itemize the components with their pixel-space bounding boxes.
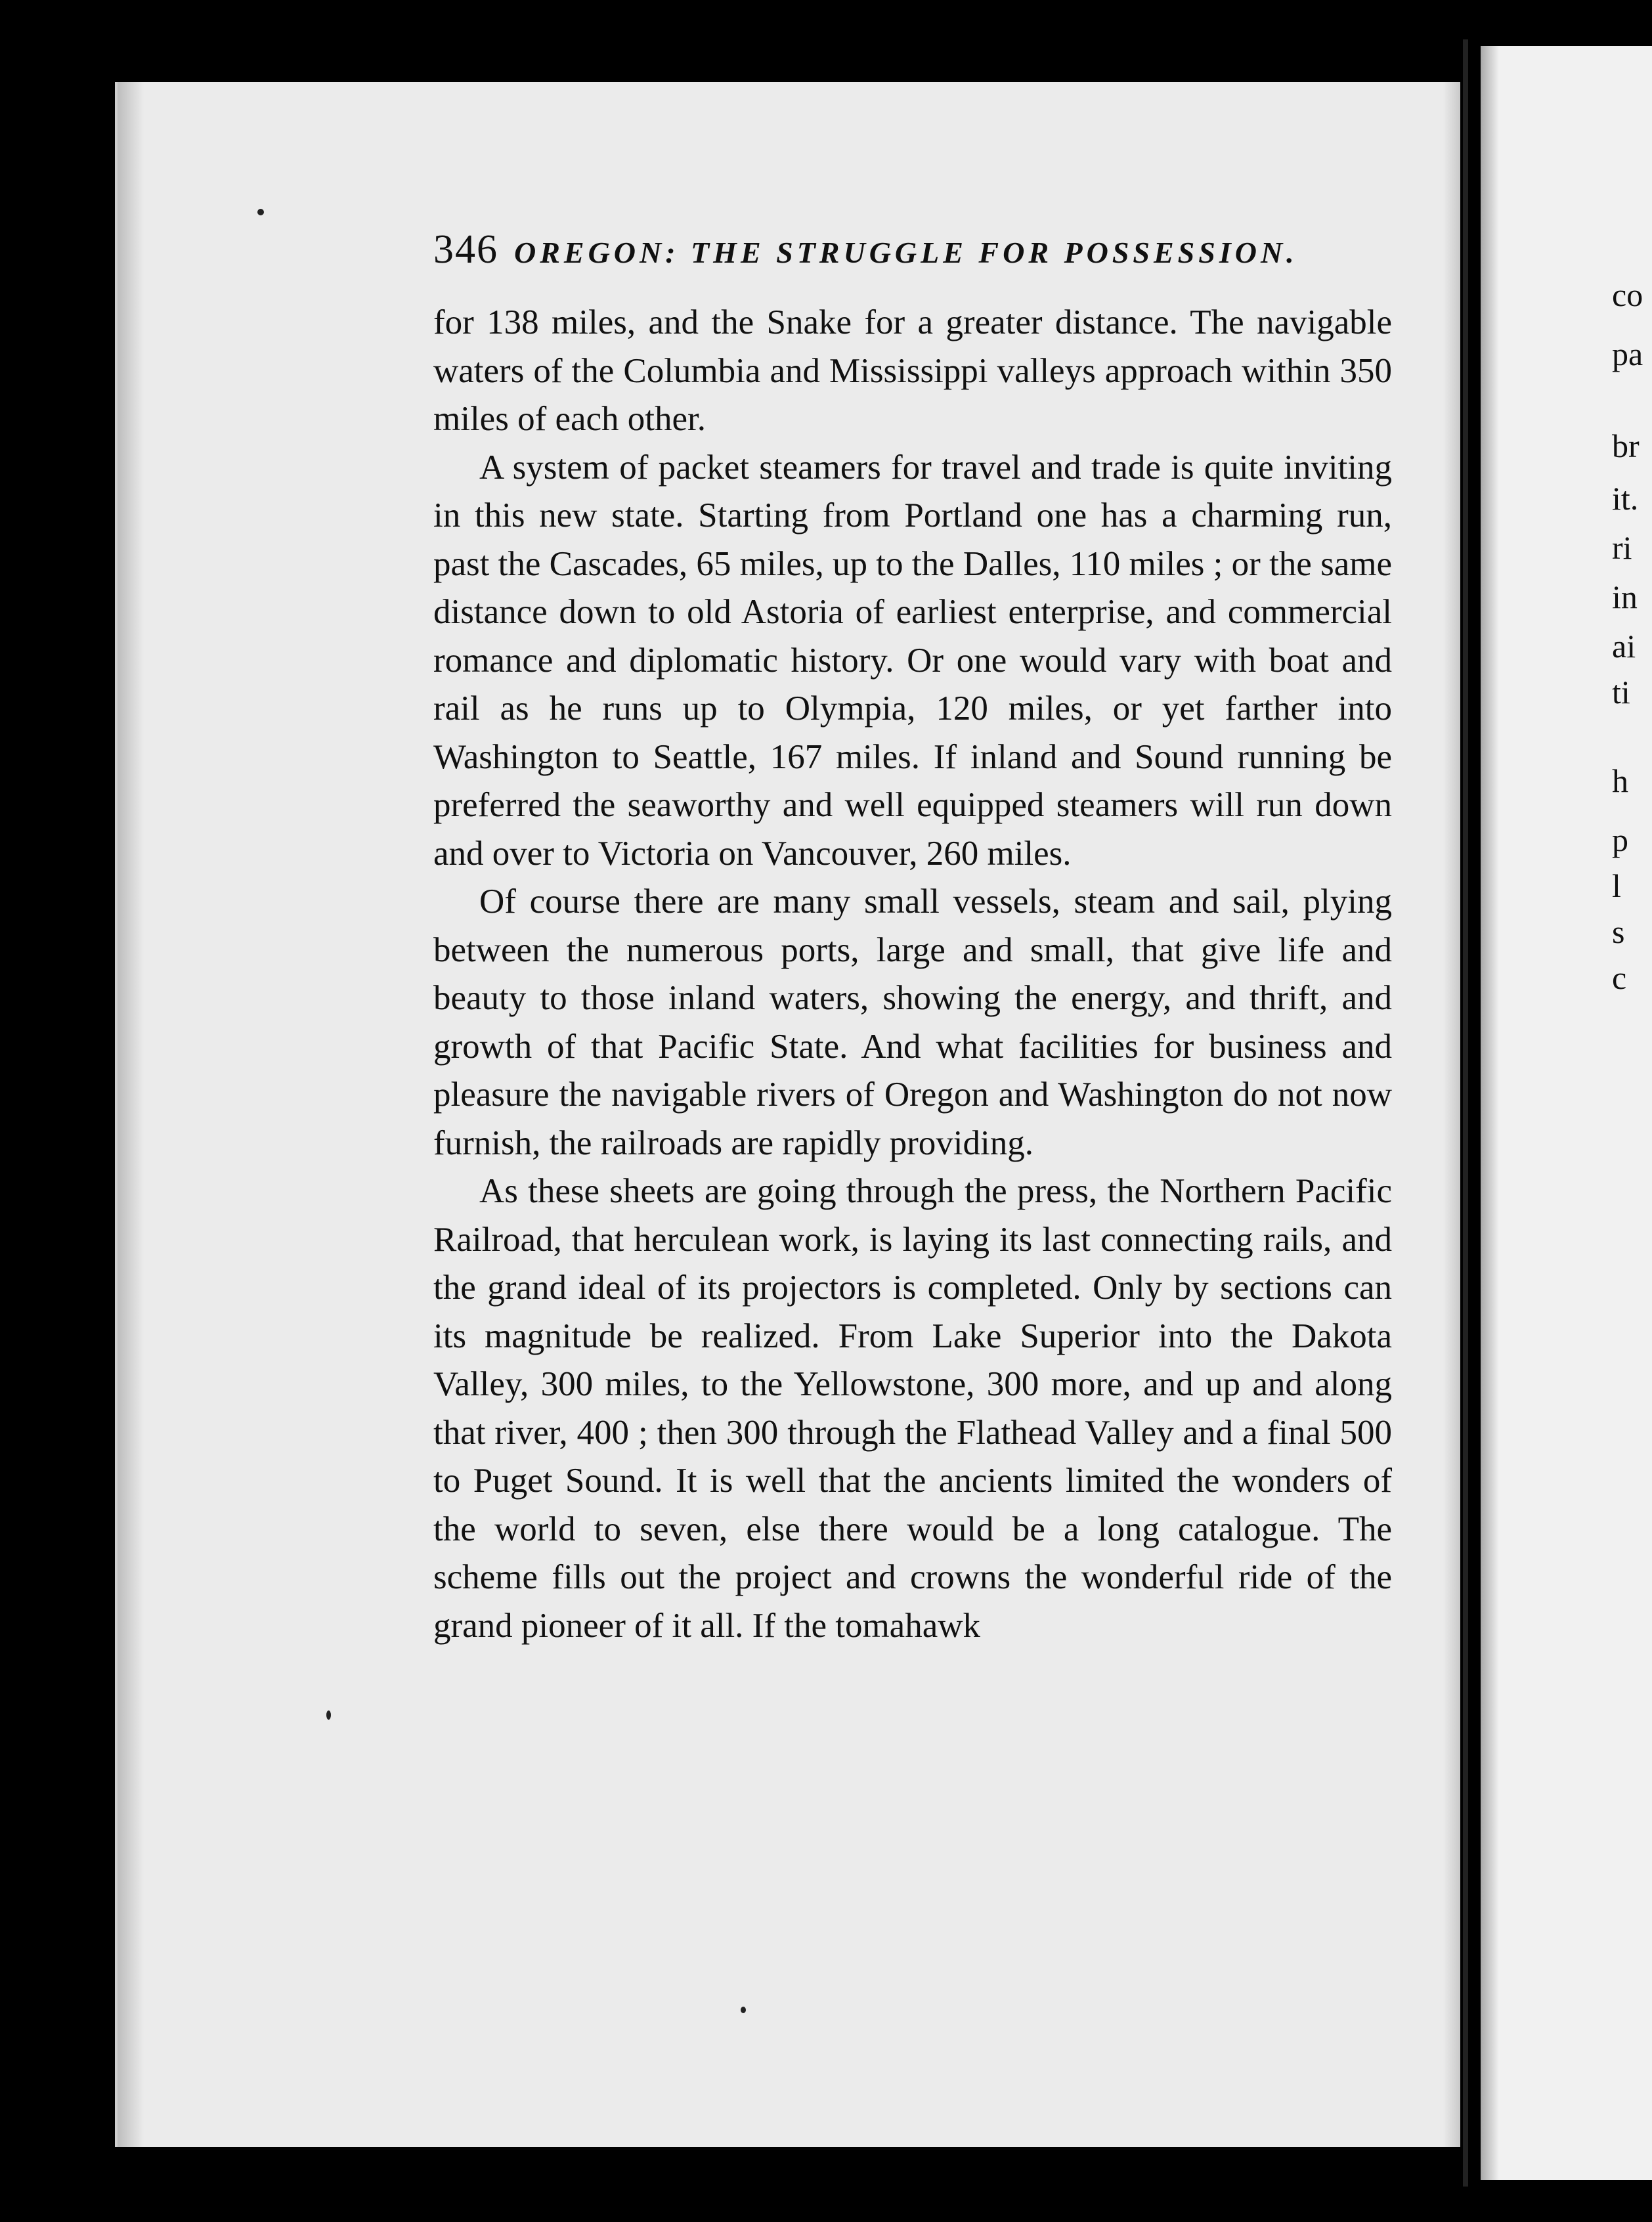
fragment-line: ti (1612, 674, 1630, 710)
fragment-line: h (1612, 762, 1628, 799)
fragment-line: pa (1612, 336, 1643, 372)
page-header (433, 227, 1353, 273)
page-number: 346 (433, 227, 498, 272)
fragment-line: in (1612, 578, 1638, 615)
fragment-line: l (1612, 867, 1621, 904)
fragment-line: it. (1612, 480, 1639, 517)
fragment-line: br (1612, 427, 1640, 464)
scan-speck (326, 1710, 331, 1720)
body-text (433, 299, 1392, 1650)
fragment-line: ai (1612, 628, 1636, 664)
fragment-line: ri (1612, 529, 1632, 566)
fragment-line: co (1612, 276, 1643, 313)
fragment-line: p (1612, 821, 1628, 858)
running-title: OREGON: THE STRUGGLE FOR POSSESSION. (514, 236, 1298, 269)
fragment-line: s (1612, 913, 1625, 950)
scan-speck (257, 209, 264, 215)
fragment-line: c (1612, 959, 1627, 996)
paragraph-2: A system of packet steamers for travel and trade is quite inviting in this new state. Starting from Portland one has a charming run, past the Cascades, 65 miles, up to the Dalles, 110 miles ; or the same distance down to old Astoria of earliest enterprise, and commercial romance and diplomatic history. Or one would vary with boat and rail as he runs up to Olympia, 120 miles, or yet farther into Washington to Seattle, 167 miles. If inland and Sound running be preferred the seaworthy and well equipped steamers will run down and over to Victoria on Vancouver, 260 miles. (433, 448, 1392, 873)
paragraph-4: As these sheets are going through the press, the Northern Pacific Railroad, that herculean work, is laying its last connecting rails, and the grand ideal of its projectors is completed. Only by sections can its magnitude be realized. From Lake Superior into the Dakota Valley, 300 miles, to the Yellowstone, 300 more, and up and along that river, 400 ; then 300 through the Flathead Valley and a final 500 to Puget Sound. It is well that the ancients limited the wonders of the world to seven, else there would be a long catalogue. The scheme fills out the project and crowns the wonderful ride of the grand pioneer of it all. If the tomahawk (433, 1172, 1392, 1645)
paragraph-3: Of course there are many small vessels, steam and sail, plying between the numerous ports, large and small, that give life and beauty to those inland waters, showing the energy, and thrift, and growth of that Pacific State. And what facilities for business and pleasure the navigable rivers of Oregon and Washington do not now furnish, the railroads are rapidly providing. (433, 882, 1392, 1162)
page-gutter (1463, 39, 1468, 2187)
paragraph-1: for 138 miles, and the Snake for a greater distance. The navigable waters of the Columbia and Mississippi valleys approach within 350 miles of each other. (433, 303, 1392, 438)
scan-speck (741, 2007, 746, 2013)
